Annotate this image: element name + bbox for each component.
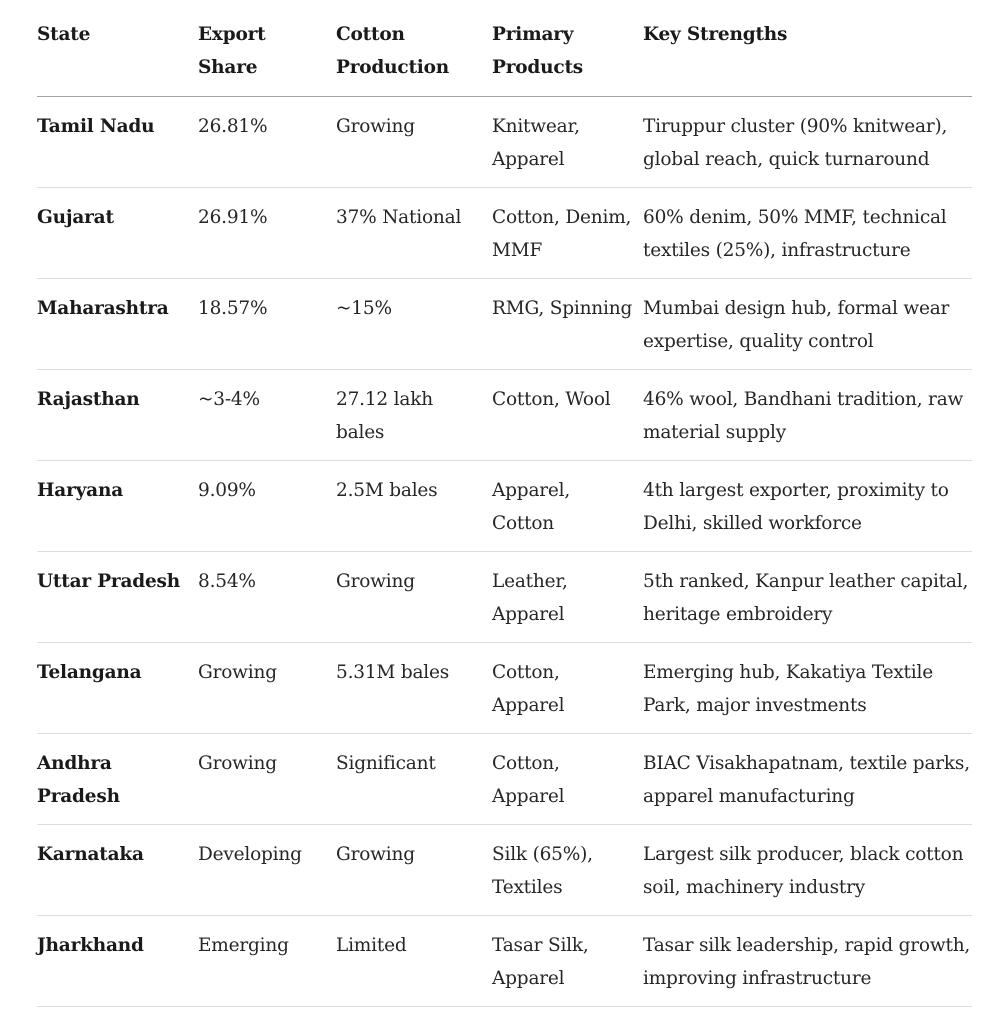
cell-state [37,461,198,552]
cell-export-share [198,552,336,643]
header-export-share-label: Export Share [198,24,266,78]
cell-cotton-production [336,734,492,825]
header-row [37,18,972,97]
header-primary-products [492,18,643,97]
cell-export-share-text: 18.57% [198,298,268,319]
cell-state-text: Karnataka [37,844,144,865]
cell-cotton-production-text: Significant [336,753,436,774]
cell-state [37,97,198,188]
table-row [37,188,972,279]
cell-cotton-production-text: ~15% [336,298,392,319]
cell-primary-products [492,97,643,188]
table-row [37,916,972,1007]
cell-key-strengths-text: Largest silk producer, black cotton soil, machinery industry [643,844,964,898]
header-key-strengths [643,18,972,97]
cell-key-strengths-text: 46% wool, Bandhani tradition, raw material supply [643,389,964,443]
cell-export-share-text: 26.91% [198,207,268,228]
cell-state [37,279,198,370]
cell-key-strengths [643,188,972,279]
cell-export-share-text: 8.54% [198,571,256,592]
cell-export-share [198,734,336,825]
cell-cotton-production [336,643,492,734]
table-row [37,825,972,916]
header-cotton-production-label: Cotton Production [336,24,450,78]
cell-primary-products-text: Silk (65%), Textiles [492,844,593,898]
cell-export-share-text: ~3-4% [198,389,260,410]
cell-key-strengths [643,916,972,1007]
cell-key-strengths [643,461,972,552]
cell-export-share-text: Growing [198,753,277,774]
cell-export-share [198,825,336,916]
cell-key-strengths [643,97,972,188]
table-row [37,370,972,461]
cell-state-text: Andhra Pradesh [37,753,120,807]
cell-primary-products-text: Knitwear, Apparel [492,116,580,170]
cell-primary-products-text: Apparel, Cotton [492,480,571,534]
cell-primary-products [492,279,643,370]
cell-cotton-production [336,461,492,552]
cell-state [37,825,198,916]
cell-export-share-text: Emerging [198,935,289,956]
cell-cotton-production-text: 27.12 lakh bales [336,389,433,443]
cell-state [37,734,198,825]
cell-key-strengths [643,734,972,825]
cell-state-text: Uttar Pradesh [37,571,181,592]
cell-key-strengths-text: 5th ranked, Kanpur leather capital, heritage embroidery [643,571,969,625]
cell-key-strengths-text: Tiruppur cluster (90% knitwear), global reach, quick turnaround [643,116,948,170]
cell-cotton-production [336,279,492,370]
cell-primary-products-text: Tasar Silk, Apparel [492,935,589,989]
cell-state [37,370,198,461]
cell-key-strengths-text: Mumbai design hub, formal wear expertise, quality control [643,298,950,352]
header-state [37,18,198,97]
table-row [37,643,972,734]
cell-key-strengths-text: BIAC Visakhapatnam, textile parks, apparel manufacturing [643,753,970,807]
cell-primary-products-text: Leather, Apparel [492,571,568,625]
cell-primary-products [492,188,643,279]
cell-cotton-production-text: 2.5M bales [336,480,438,501]
cell-primary-products [492,552,643,643]
cell-cotton-production [336,97,492,188]
cell-key-strengths [643,643,972,734]
table-row [37,279,972,370]
cell-cotton-production-text: Growing [336,844,415,865]
cell-state [37,916,198,1007]
cell-state [37,643,198,734]
table-row [37,461,972,552]
cell-cotton-production [336,916,492,1007]
cell-primary-products-text: Cotton, Apparel [492,753,565,807]
cell-key-strengths-text: Emerging hub, Kakatiya Textile Park, major investments [643,662,933,716]
cell-export-share-text: 9.09% [198,480,256,501]
cell-primary-products [492,825,643,916]
cell-export-share [198,188,336,279]
header-primary-products-label: Primary Products [492,24,584,78]
cell-export-share-text: Growing [198,662,277,683]
cell-export-share-text: 26.81% [198,116,268,137]
cell-primary-products [492,734,643,825]
cell-cotton-production [336,188,492,279]
cell-state-text: Telangana [37,662,142,683]
cell-primary-products [492,370,643,461]
cell-export-share-text: Developing [198,844,302,865]
cell-export-share [198,370,336,461]
state-textile-table [37,18,972,1007]
cell-primary-products [492,643,643,734]
cell-primary-products-text: RMG, Spinning [492,298,633,319]
cell-cotton-production-text: 37% National [336,207,462,228]
cell-key-strengths [643,825,972,916]
cell-cotton-production-text: 5.31M bales [336,662,450,683]
table-row [37,97,972,188]
cell-export-share [198,916,336,1007]
cell-primary-products-text: Cotton, Wool [492,389,611,410]
table-container [37,18,972,1007]
cell-export-share [198,643,336,734]
cell-cotton-production-text: Growing [336,116,415,137]
cell-export-share [198,279,336,370]
cell-state [37,552,198,643]
cell-primary-products [492,916,643,1007]
cell-key-strengths-text: Tasar silk leadership, rapid growth, improving infrastructure [643,935,971,989]
cell-cotton-production [336,825,492,916]
cell-key-strengths-text: 4th largest exporter, proximity to Delhi, skilled workforce [643,480,949,534]
cell-export-share [198,97,336,188]
cell-primary-products-text: Cotton, Denim, MMF [492,207,632,261]
table-header [37,18,972,97]
cell-state-text: Haryana [37,480,123,501]
header-key-strengths-label: Key Strengths [643,24,788,45]
cell-key-strengths-text: 60% denim, 50% MMF, technical textiles (25%), infrastructure [643,207,947,261]
cell-cotton-production-text: Growing [336,571,415,592]
cell-cotton-production [336,552,492,643]
cell-key-strengths [643,279,972,370]
header-cotton-production [336,18,492,97]
cell-key-strengths [643,552,972,643]
cell-cotton-production-text: Limited [336,935,407,956]
cell-state-text: Rajasthan [37,389,140,410]
cell-key-strengths [643,370,972,461]
cell-export-share [198,461,336,552]
cell-state-text: Maharashtra [37,298,169,319]
header-state-label: State [37,24,91,45]
cell-state-text: Tamil Nadu [37,116,155,137]
table-row [37,552,972,643]
cell-state-text: Jharkhand [37,935,144,956]
cell-state [37,188,198,279]
header-export-share [198,18,336,97]
cell-state-text: Gujarat [37,207,114,228]
cell-cotton-production [336,370,492,461]
table-row [37,734,972,825]
cell-primary-products [492,461,643,552]
table-body [37,97,972,1007]
cell-primary-products-text: Cotton, Apparel [492,662,565,716]
